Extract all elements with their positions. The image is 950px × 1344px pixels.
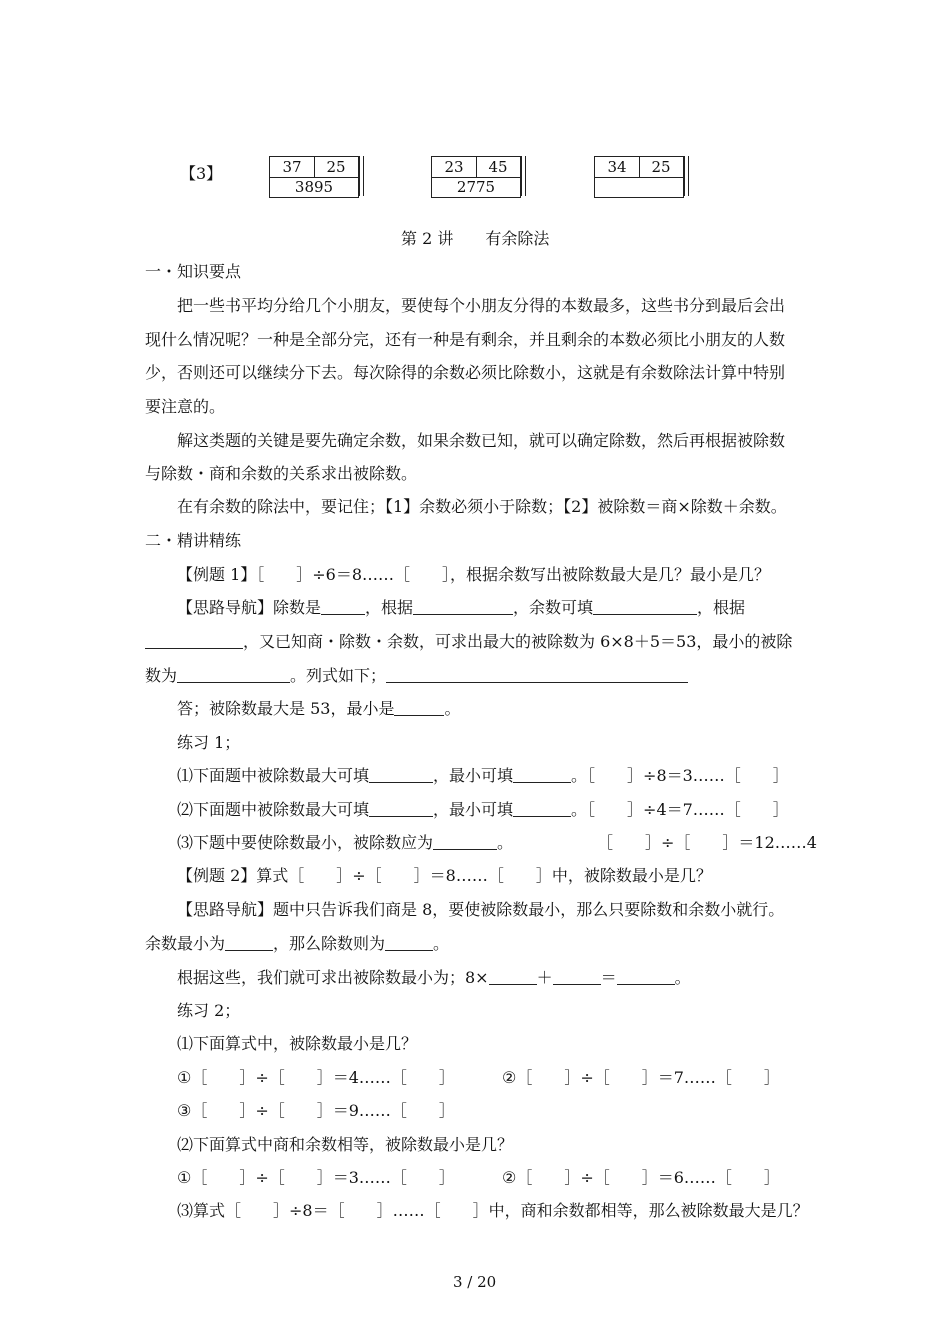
box-2-a: 23 [444,158,464,176]
example-2-question: 【例题 2】算式［ ］÷［ ］＝8……［ ］中，被除数最小是几？ [177,866,712,885]
box-1-b: 25 [326,158,346,176]
box-2-result: 2775 [456,178,496,196]
box-3-a: 34 [607,158,627,176]
box-3-b: 25 [651,158,671,176]
practice-2-item-1-eq-2: ②［ ］÷［ ］＝7……［ ］ [502,1068,780,1087]
practice-2-item-1-eq-1: ①［ ］÷［ ］＝4……［ ］ [177,1068,455,1087]
example-1-guide-line-3: 数为 。列式如下； [145,666,688,686]
blank-ex2-calc-3[interactable] [617,968,675,985]
example-1-guide-line-1: 【思路导航】除数是 ，根据 ，余数可填 ，根据 [177,598,746,617]
paragraph-1-line-2: 现什么情况呢？一种是全部分完，还有一种是有剩余，并且剩余的本数必须比小朋友的人数 [145,330,786,349]
practice-2-item-2-eq-1: ①［ ］÷［ ］＝3……［ ］ [177,1168,455,1187]
example-1-answer: 答；被除数最大是 53，最小是 。 [177,699,461,718]
section-heading-knowledge: 一・知识要点 [145,262,242,281]
calc-box-3 [594,156,684,198]
paragraph-2-line-2: 与除数・商和余数的关系求出被除数。 [145,464,418,483]
practice-2-item-2-eq-2: ②［ ］÷［ ］＝6……［ ］ [502,1168,780,1187]
practice-1-item-3-equation: ［ ］÷［ ］＝12……4 [597,833,817,852]
practice-2-item-1: ⑴下面算式中，被除数最小是几？ [177,1034,418,1053]
blank-divisor[interactable] [321,598,365,615]
blank-formula[interactable] [386,666,688,683]
blank-pr1-1-max[interactable] [369,766,433,783]
blank-ex2-calc-1[interactable] [489,968,537,985]
blank-remainder-range[interactable] [593,598,697,615]
paragraph-1-line-1: 把一些书平均分给几个小朋友，要使每个小朋友分得的本数最多，这些书分到最后会出 [177,296,786,315]
example-2-guide-line-1: 【思路导航】题中只告诉我们商是 8，要使被除数最小，那么只要除数和余数小就行。 [177,900,785,919]
blank-pr1-2-max[interactable] [369,800,433,817]
practice-1-item-3: ⑶下题中要使除数最小，被除数应为 。 [177,833,514,852]
example-2-guide-line-2: 余数最小为 ，那么除数则为 。 [145,934,450,953]
example-1-guide-line-2: ，又已知商・除数・余数，可求出最大的被除数为 6×8＋5＝53，最小的被除 [145,632,792,652]
blank-ex2-calc-2[interactable] [553,968,601,985]
box-1-a: 37 [282,158,302,176]
page-number: 3 / 20 [453,1273,497,1291]
calc-box-2 [431,156,521,198]
blank-ex2-min-remainder[interactable] [225,934,273,951]
blank-basis-2[interactable] [145,632,243,649]
example-2-calc: 根据这些，我们就可求出被除数最小为；8× ＋ ＝ 。 [177,968,691,987]
paragraph-1-line-4: 要注意的。 [145,397,226,416]
paragraph-1-line-3: 少，否则还可以继续分下去。每次除得的余数必须比除数小，这就是有余数除法计算中特别 [145,363,786,382]
practice-2-item-2: ⑵下面算式中商和余数相等，被除数最小是几？ [177,1135,514,1154]
practice-1-title: 练习 1； [177,733,241,752]
example-1-question: 【例题 1】［ ］÷6＝8……［ ］，根据余数写出被除数最大是几？最小是几？ [177,565,771,584]
practice-2-title: 练习 2； [177,1001,241,1020]
blank-answer-min[interactable] [394,699,444,716]
section-heading-practice: 二・精讲精练 [145,531,242,550]
blank-pr1-1-min[interactable] [513,766,571,783]
blank-ex2-divisor[interactable] [385,934,433,951]
calc-box-1 [269,156,359,198]
paragraph-3-line-1: 在有余数的除法中，要记住；【1】余数必须小于除数；【2】被除数＝商×除数＋余数。 [177,497,787,516]
box-1-result: 3895 [294,178,334,196]
top-label: 【3】 [180,164,223,183]
practice-2-item-1-eq-3: ③［ ］÷［ ］＝9……［ ］ [177,1101,455,1120]
blank-pr1-2-min[interactable] [513,800,571,817]
blank-pr1-3[interactable] [433,833,497,850]
blank-basis-1[interactable] [413,598,513,615]
practice-1-item-1: ⑴下面题中被除数最大可填 ，最小可填 。［ ］÷8＝3……［ ］ [177,766,789,785]
paragraph-2-line-1: 解这类题的关键是要先确定余数，如果余数已知，就可以确定除数，然后再根据被除数 [177,431,786,450]
practice-1-item-2: ⑵下面题中被除数最大可填 ，最小可填 。［ ］÷4＝7……［ ］ [177,800,789,819]
box-2-b: 45 [488,158,508,176]
practice-2-item-3: ⑶算式［ ］÷8＝［ ］……［ ］中，商和余数都相等，那么被除数最大是几？ [177,1201,809,1220]
blank-min-dividend[interactable] [177,666,290,683]
lecture-title: 第 2 讲 有余除法 [401,229,550,248]
